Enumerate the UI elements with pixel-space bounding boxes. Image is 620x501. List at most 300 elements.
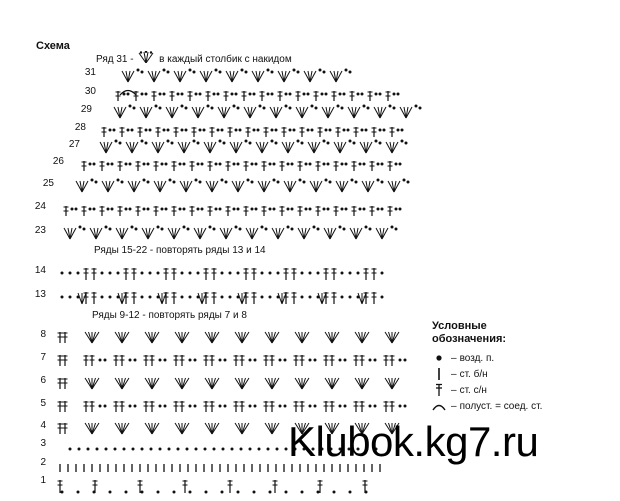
chain-stitch-icon xyxy=(375,93,378,96)
chain-stitch-icon xyxy=(134,405,137,408)
chain-stitch-icon xyxy=(231,448,234,451)
chain-stitch-icon xyxy=(389,105,392,108)
chain-stitch-icon xyxy=(395,163,398,166)
chain-stitch-icon xyxy=(303,93,306,96)
chain-stitch-icon xyxy=(221,129,224,132)
chain-stitch-icon xyxy=(131,129,134,132)
fan-of-double-crochets-icon xyxy=(392,378,399,389)
chain-stitch-icon xyxy=(204,448,207,451)
chain-stitch-icon xyxy=(381,296,384,299)
chain-stitch-icon xyxy=(207,105,210,108)
chain-stitch-icon xyxy=(229,296,232,299)
chain-stitch-icon xyxy=(279,405,282,408)
chain-stitch-icon xyxy=(393,107,396,110)
chain-stitch-icon xyxy=(397,129,400,132)
fan-of-double-crochets-icon xyxy=(212,423,219,434)
fan-of-double-crochets-icon xyxy=(235,332,242,343)
chain-stitch-icon xyxy=(145,129,148,132)
single-crochet-icon xyxy=(428,367,450,381)
chain-stitch-icon xyxy=(344,359,347,362)
chain-stitch-icon xyxy=(313,226,316,229)
fan-of-double-crochets-icon xyxy=(92,423,99,434)
legend-heading: Условные обозначения: xyxy=(432,320,507,345)
chain-stitch-icon xyxy=(309,208,312,211)
chain-stitch-icon xyxy=(75,208,78,211)
chain-stitch-icon xyxy=(69,448,72,451)
chain-stitch-icon xyxy=(181,129,184,132)
chain-stitch-icon xyxy=(145,142,148,145)
chain-stitch-icon xyxy=(215,163,218,166)
chain-stitch-icon xyxy=(132,448,135,451)
chain-stitch-icon xyxy=(347,129,350,132)
chain-stitch-icon xyxy=(235,93,238,96)
chain-stitch-icon xyxy=(163,93,166,96)
fan-of-double-crochets-icon xyxy=(235,423,242,434)
fan-of-double-crochets-icon xyxy=(145,332,152,343)
fan-of-double-crochets-icon xyxy=(265,378,272,389)
fan-of-double-crochets-icon xyxy=(272,378,279,389)
chain-stitch-icon xyxy=(269,491,272,494)
chain-stitch-icon xyxy=(240,448,243,451)
chain-stitch-icon xyxy=(353,142,356,145)
chain-stitch-icon xyxy=(237,272,240,275)
fan-of-double-crochets-icon xyxy=(182,332,189,343)
chain-stitch-icon xyxy=(261,296,264,299)
chain-stitch-icon xyxy=(339,405,342,408)
chain-stitch-icon xyxy=(249,405,252,408)
chain-stitch-icon xyxy=(341,163,344,166)
chain-stitch-icon xyxy=(143,208,146,211)
chain-stitch-icon xyxy=(181,93,184,96)
chain-stitch-icon xyxy=(96,448,99,451)
repeat-note-rows-9-12: Ряды 9-12 - повторять ряды 7 и 8 xyxy=(92,310,247,321)
fan-of-double-crochets-icon xyxy=(182,378,189,389)
chain-stitch-icon xyxy=(169,179,172,182)
chain-stitch-icon xyxy=(297,140,300,143)
chain-stitch-icon xyxy=(276,448,279,451)
chain-stitch-icon xyxy=(161,163,164,166)
chain-stitch-icon xyxy=(249,142,252,145)
chain-stitch-icon xyxy=(267,93,270,96)
chain-stitch-icon xyxy=(377,163,380,166)
row-number: 26 xyxy=(52,156,64,167)
fan-of-double-crochets-icon xyxy=(212,332,219,343)
chain-stitch-icon xyxy=(223,142,226,145)
chain-stitch-icon xyxy=(309,359,312,362)
chain-stitch-icon xyxy=(357,93,360,96)
chain-stitch-icon xyxy=(195,93,198,96)
chain-stitch-icon xyxy=(261,226,264,229)
chain-stitch-icon xyxy=(235,129,238,132)
chain-stitch-icon xyxy=(119,142,122,145)
chain-stitch-icon xyxy=(141,296,144,299)
chain-stitch-icon xyxy=(157,272,160,275)
chain-stitch-icon xyxy=(415,105,418,108)
chain-stitch-icon xyxy=(239,228,242,231)
chain-stitch-icon xyxy=(101,272,104,275)
chain-stitch-icon xyxy=(269,163,272,166)
fan-of-double-crochets-icon xyxy=(78,293,82,304)
chain-stitch-icon xyxy=(194,359,197,362)
chain-stitch-icon xyxy=(199,181,202,184)
chain-stitch-icon xyxy=(61,296,64,299)
chain-stitch-icon xyxy=(237,208,240,211)
chain-stitch-icon xyxy=(333,491,336,494)
fan-of-double-crochets-icon xyxy=(362,332,369,343)
chain-stitch-icon xyxy=(271,140,274,143)
fan-of-double-crochets-icon xyxy=(362,378,369,389)
fan-of-double-crochets-icon xyxy=(92,332,99,343)
chain-stitch-icon xyxy=(359,163,362,166)
fan-of-double-crochets-icon xyxy=(272,423,279,434)
chain-stitch-icon xyxy=(365,129,368,132)
chain-stitch-icon xyxy=(189,272,192,275)
chain-stitch-icon xyxy=(399,405,402,408)
chain-stitch-icon xyxy=(237,491,240,494)
chain-stitch-icon xyxy=(159,107,162,110)
chain-stitch-icon xyxy=(99,405,102,408)
chain-stitch-icon xyxy=(117,179,120,182)
chain-stitch-icon xyxy=(329,181,332,184)
chain-stitch-icon xyxy=(185,107,188,110)
chain-stitch-icon xyxy=(215,208,218,211)
fan-of-double-crochets-icon xyxy=(392,332,399,343)
chain-stitch-icon xyxy=(197,208,200,211)
row-number: 25 xyxy=(42,178,54,189)
chain-stitch-icon xyxy=(157,491,160,494)
chain-stitch-icon xyxy=(273,208,276,211)
chain-stitch-icon xyxy=(311,129,314,132)
chain-stitch-icon xyxy=(277,272,280,275)
chain-stitch-icon xyxy=(403,179,406,182)
chain-stitch-icon xyxy=(241,69,244,72)
chain-stitch-icon xyxy=(329,129,332,132)
chain-stitch-icon xyxy=(145,93,148,96)
chain-stitch-icon xyxy=(93,163,96,166)
chain-stitch-icon xyxy=(143,163,146,166)
chain-stitch-icon xyxy=(229,272,232,275)
chain-stitch-icon xyxy=(183,208,186,211)
chain-stitch-icon xyxy=(407,181,410,184)
legend-item-single-crochet: – ст. б/н xyxy=(428,366,598,382)
chain-stitch-icon xyxy=(314,359,317,362)
fan-of-double-crochets-icon xyxy=(122,332,129,343)
chain-stitch-icon xyxy=(125,208,128,211)
chain-stitch-icon xyxy=(344,405,347,408)
fan-of-double-crochets-icon xyxy=(242,423,249,434)
fan-of-double-crochets-icon xyxy=(85,423,92,434)
chain-stitch-icon xyxy=(293,69,296,72)
fan-of-double-crochets-icon xyxy=(302,332,309,343)
chain-stitch-icon xyxy=(367,107,370,110)
chain-stitch-icon xyxy=(93,208,96,211)
chain-stitch-icon xyxy=(395,228,398,231)
chain-stitch-icon xyxy=(150,448,153,451)
chain-stitch-icon xyxy=(377,179,380,182)
chain-stitch-icon xyxy=(197,272,200,275)
chain-stitch-icon xyxy=(219,359,222,362)
chain-stitch-icon xyxy=(349,140,352,143)
chain-stitch-icon xyxy=(189,359,192,362)
chain-stitch-icon xyxy=(159,448,162,451)
chain-stitch-icon xyxy=(303,181,306,184)
chain-stitch-icon xyxy=(363,163,366,166)
fan-of-double-crochets-icon xyxy=(332,378,339,389)
chain-stitch-icon xyxy=(399,208,402,211)
chain-stitch-icon xyxy=(197,142,200,145)
chain-stitch-icon xyxy=(219,140,222,143)
chain-stitch-icon xyxy=(341,272,344,275)
chain-stitch-icon xyxy=(167,71,170,74)
chain-stitch-icon xyxy=(164,405,167,408)
chain-stitch-icon xyxy=(165,163,168,166)
chain-stitch-icon xyxy=(291,208,294,211)
watermark: Klubok.kg7.ru xyxy=(288,418,539,465)
chain-stitch-icon xyxy=(173,181,176,184)
chain-stitch-icon xyxy=(339,359,342,362)
row-number: 8 xyxy=(40,329,46,340)
chain-stitch-icon xyxy=(265,228,268,231)
chain-stitch-icon xyxy=(161,228,164,231)
chain-stitch-icon xyxy=(219,163,222,166)
chain-stitch-icon xyxy=(71,208,74,211)
chain-stitch-icon xyxy=(147,181,150,184)
chain-stitch-icon xyxy=(99,359,102,362)
chain-stitch-icon xyxy=(115,140,118,143)
fan-of-double-crochets-icon xyxy=(278,293,282,304)
chain-stitch-icon xyxy=(107,163,110,166)
row-number: 4 xyxy=(40,420,46,431)
chain-stitch-icon xyxy=(379,142,382,145)
double-crochet-icon xyxy=(428,383,450,397)
chain-stitch-icon xyxy=(314,405,317,408)
chain-stitch-icon xyxy=(301,142,304,145)
chain-stitch-icon xyxy=(195,448,198,451)
chain-stitch-icon xyxy=(235,226,238,229)
chain-stitch-icon xyxy=(319,69,322,72)
fan-of-double-crochets-icon xyxy=(152,378,159,389)
row-number: 3 xyxy=(40,438,46,449)
chain-stitch-icon xyxy=(269,208,272,211)
chain-stitch-icon xyxy=(253,93,256,96)
fan-of-double-crochets-icon xyxy=(385,332,392,343)
chain-stitch-icon xyxy=(259,105,262,108)
chain-stitch-icon xyxy=(285,93,288,96)
fan-of-double-crochets-icon xyxy=(265,332,272,343)
fan-of-double-crochets-icon xyxy=(175,423,182,434)
chain-stitch-icon xyxy=(141,93,144,96)
chain-stitch-icon xyxy=(239,129,242,132)
fan-of-double-crochets-icon xyxy=(115,332,122,343)
chain-stitch-icon xyxy=(233,208,236,211)
chain-stitch-icon xyxy=(309,272,312,275)
chain-stitch-icon xyxy=(369,405,372,408)
chain-stitch-icon xyxy=(381,272,384,275)
chain-stitch-icon xyxy=(78,448,81,451)
chain-stitch-icon xyxy=(289,93,292,96)
chain-stitch-icon xyxy=(363,105,366,108)
fan-of-double-crochets-icon xyxy=(355,378,362,389)
chain-stitch-icon xyxy=(383,129,386,132)
chain-stitch-icon xyxy=(217,129,220,132)
fan-of-double-crochets-icon xyxy=(122,378,129,389)
fan-of-double-crochets-icon xyxy=(325,332,332,343)
chain-stitch-icon xyxy=(317,491,320,494)
chain-stitch-icon xyxy=(61,491,64,494)
chain-stitch-icon xyxy=(299,179,302,182)
chain-stitch-icon xyxy=(397,93,400,96)
fan-of-double-crochets-icon xyxy=(272,332,279,343)
chain-stitch-icon xyxy=(317,272,320,275)
chain-stitch-icon xyxy=(141,448,144,451)
chain-stitch-icon xyxy=(199,93,202,96)
fan-of-double-crochets-icon xyxy=(175,332,182,343)
chain-stitch-icon xyxy=(189,296,192,299)
chain-stitch-icon xyxy=(297,71,300,74)
chain-stitch-icon xyxy=(337,105,340,108)
fan-of-double-crochets-icon xyxy=(85,378,92,389)
chain-stitch-icon xyxy=(269,296,272,299)
row-number: 29 xyxy=(80,104,92,115)
chain-stitch-icon xyxy=(189,69,192,72)
chain-stitch-icon xyxy=(271,129,274,132)
fan-of-double-crochets-icon xyxy=(152,423,159,434)
fan-of-double-crochets-icon xyxy=(295,378,302,389)
chain-stitch-icon xyxy=(249,448,252,451)
chain-stitch-icon xyxy=(369,228,372,231)
chain-stitch-icon xyxy=(287,226,290,229)
chain-stitch-icon xyxy=(167,129,170,132)
chain-stitch-icon xyxy=(317,228,320,231)
chain-stitch-icon xyxy=(391,226,394,229)
chain-stitch-icon xyxy=(341,296,344,299)
chain-stitch-icon xyxy=(359,208,362,211)
chain-stitch-icon xyxy=(369,359,372,362)
chain-stitch-icon xyxy=(341,208,344,211)
row31-note xyxy=(96,51,292,65)
chain-stitch-icon xyxy=(311,105,314,108)
chain-stitch-icon xyxy=(399,163,402,166)
row-number: 5 xyxy=(40,398,46,409)
row-number: 6 xyxy=(40,375,46,386)
chain-stitch-icon xyxy=(285,105,288,108)
fan-of-double-crochets-icon xyxy=(115,378,122,389)
chain-stitch-icon xyxy=(189,405,192,408)
chain-stitch-icon xyxy=(173,491,176,494)
chain-stitch-icon xyxy=(275,142,278,145)
chain-stitch-icon xyxy=(222,448,225,451)
chain-stitch-icon xyxy=(129,405,132,408)
chain-stitch-icon xyxy=(135,228,138,231)
chain-stitch-icon xyxy=(129,163,132,166)
chain-stitch-icon xyxy=(141,272,144,275)
fan-of-double-crochets-icon xyxy=(136,51,156,63)
fan-of-double-crochets-icon xyxy=(122,423,129,434)
chain-stitch-icon xyxy=(101,296,104,299)
chain-stitch-icon xyxy=(213,448,216,451)
chain-stitch-icon xyxy=(109,129,112,132)
fan-of-double-crochets-icon xyxy=(198,293,202,304)
chain-stitch-icon xyxy=(93,491,96,494)
row-number: 13 xyxy=(34,289,46,300)
chain-stitch-icon xyxy=(261,272,264,275)
chain-stitch-icon xyxy=(111,163,114,166)
chain-stitch-icon xyxy=(163,69,166,72)
chain-stitch-icon xyxy=(249,93,252,96)
chain-stitch-icon xyxy=(143,179,146,182)
chain-stitch-icon xyxy=(201,208,204,211)
chain-stitch-icon xyxy=(125,491,128,494)
chain-stitch-icon xyxy=(381,163,384,166)
chain-stitch-icon xyxy=(345,163,348,166)
chain-stitch-icon xyxy=(219,71,222,74)
repeat-note-rows-15-22: Ряды 15-22 - повторять ряды 13 и 14 xyxy=(94,245,266,256)
chain-stitch-icon xyxy=(309,405,312,408)
chain-stitch-icon xyxy=(149,272,152,275)
chain-stitch-icon xyxy=(183,226,186,229)
chain-stitch-icon xyxy=(345,208,348,211)
chain-stitch-icon xyxy=(343,93,346,96)
row-number: 27 xyxy=(68,139,80,150)
chain-stitch-icon xyxy=(123,448,126,451)
chain-stitch-icon xyxy=(361,93,364,96)
chain-stitch-icon xyxy=(104,359,107,362)
row-number: 28 xyxy=(74,122,86,133)
fan-of-double-crochets-icon xyxy=(302,378,309,389)
chain-stitch-icon xyxy=(89,163,92,166)
fan-of-double-crochets-icon xyxy=(205,332,212,343)
chain-stitch-icon xyxy=(357,272,360,275)
chain-stitch-icon xyxy=(127,93,130,96)
chain-stitch-icon xyxy=(291,228,294,231)
chain-stitch-icon xyxy=(315,107,318,110)
chain-stitch-icon xyxy=(327,142,330,145)
scheme-title: Схема xyxy=(36,40,70,52)
fan-of-double-crochets-icon xyxy=(118,293,122,304)
chain-stitch-icon xyxy=(255,163,258,166)
chain-stitch-icon xyxy=(224,359,227,362)
chain-stitch-icon xyxy=(289,107,292,110)
chain-stitch-icon xyxy=(114,448,117,451)
fan-of-double-crochets-icon xyxy=(85,332,92,343)
row31-prefix: Ряд 31 - xyxy=(96,54,134,65)
fan-of-double-crochets-icon xyxy=(152,332,159,343)
chain-stitch-icon xyxy=(254,359,257,362)
chain-stitch-icon xyxy=(341,107,344,110)
chain-stitch-icon xyxy=(165,208,168,211)
chain-stitch-icon xyxy=(149,296,152,299)
chain-stitch-icon xyxy=(141,491,144,494)
chain-stitch-icon xyxy=(221,179,224,182)
chain-stitch-icon xyxy=(381,208,384,211)
chain-stitch-icon xyxy=(355,181,358,184)
chain-stitch-icon xyxy=(87,448,90,451)
fan-of-double-crochets-icon xyxy=(242,332,249,343)
chain-stitch-icon xyxy=(374,405,377,408)
chain-stitch-icon xyxy=(375,140,378,143)
chain-stitch-icon xyxy=(79,226,82,229)
fan-of-double-crochets-icon xyxy=(92,378,99,389)
chain-stitch-icon xyxy=(287,208,290,211)
chain-stitch-icon xyxy=(343,129,346,132)
chain-stitch-icon xyxy=(127,129,130,132)
chain-stitch-icon xyxy=(109,296,112,299)
chain-stitch-icon xyxy=(305,163,308,166)
chain-stitch-icon xyxy=(147,163,150,166)
chain-stitch-icon xyxy=(111,208,114,211)
fan-of-double-crochets-icon xyxy=(175,378,182,389)
chain-stitch-icon xyxy=(213,228,216,231)
